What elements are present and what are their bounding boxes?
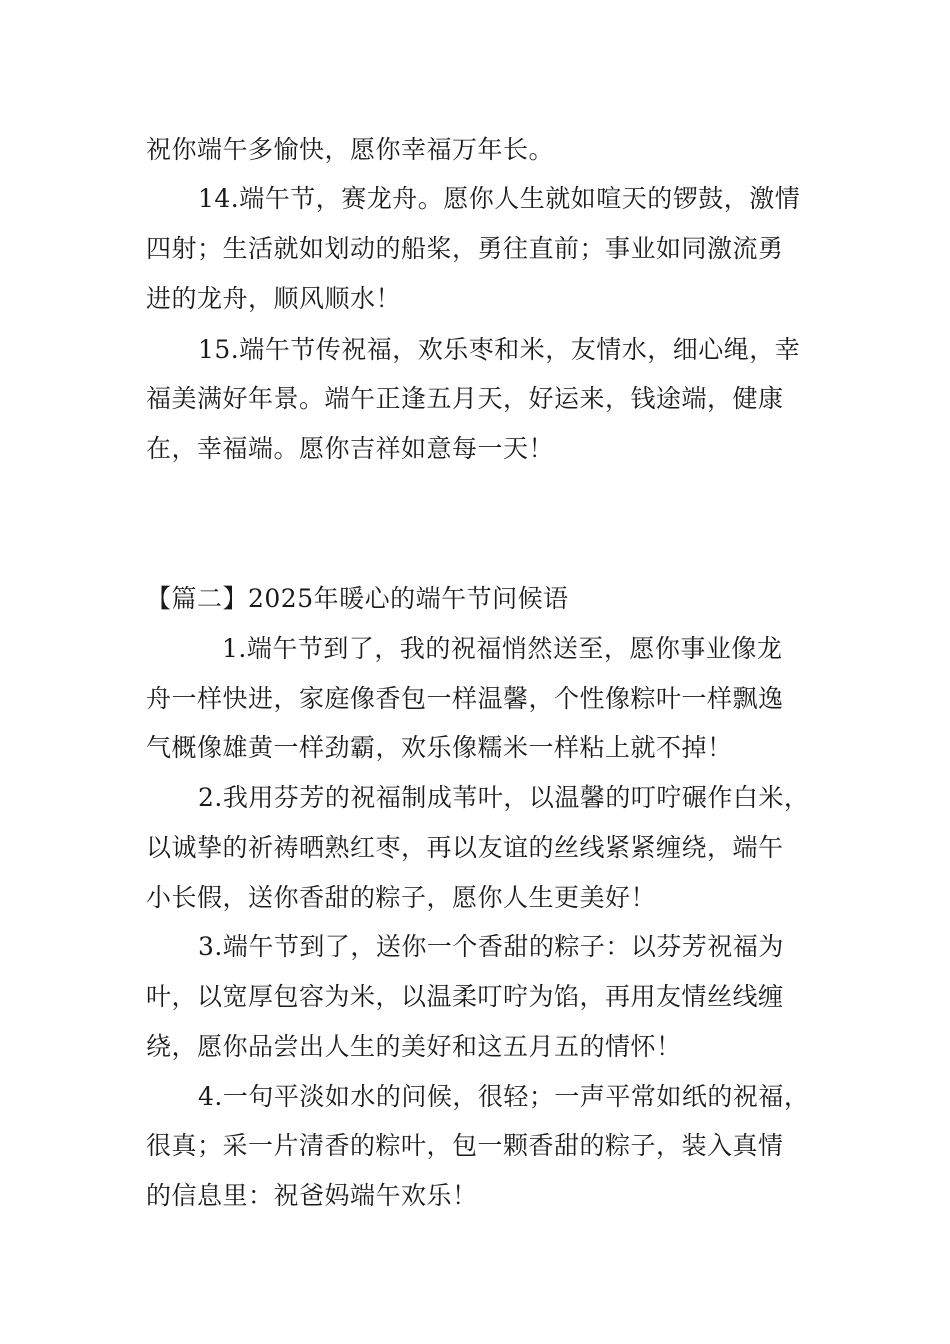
text-line: 气概像雄黄一样劲霸，欢乐像糯米一样粘上就不掉！ [146, 733, 733, 762]
text-line: 14.端午节，赛龙舟。愿你人生就如喧天的锣鼓，激情 [198, 184, 801, 213]
text-line: 的信息里：祝爸妈端午欢乐！ [146, 1181, 478, 1210]
section-heading: 【篇二】2025年暖心的端午节问候语 [146, 584, 569, 613]
text-line: 四射；生活就如划动的船桨，勇往直前；事业如同激流勇 [146, 234, 784, 263]
text-line: 4.一句平淡如水的问候，很轻；一声平常如纸的祝福， [198, 1082, 810, 1111]
text-line: 1.端午节到了，我的祝福悄然送至，愿你事业像龙 [222, 634, 783, 663]
text-line: 很真；采一片清香的粽叶，包一颗香甜的粽子，装入真情 [146, 1131, 784, 1160]
text-line: 绕，愿你品尝出人生的美好和这五月五的情怀！ [146, 1032, 682, 1061]
text-line: 2.我用芬芳的祝福制成苇叶，以温馨的叮咛碾作白米， [198, 783, 810, 812]
text-line: 祝你端午多愉快，愿你幸福万年长。 [146, 135, 555, 164]
text-line: 小长假，送你香甜的粽子，愿你人生更美好！ [146, 883, 657, 912]
text-line: 福美满好年景。端午正逢五月天，好运来，钱途端，健康 [146, 384, 784, 413]
text-line: 3.端午节到了，送你一个香甜的粽子：以芬芳祝福为 [198, 932, 784, 961]
text-line: 进的龙舟，顺风顺水！ [146, 284, 402, 313]
text-line: 舟一样快进，家庭像香包一样温馨，个性像粽叶一样飘逸 [146, 684, 784, 713]
text-line: 以诚挚的祈祷晒熟红枣，再以友谊的丝线紧紧缠绕，端午 [146, 833, 784, 862]
text-line: 在，幸福端。愿你吉祥如意每一天！ [146, 434, 555, 463]
text-line: 15.端午节传祝福，欢乐枣和米，友情水，细心绳，幸 [198, 335, 801, 364]
text-line: 叶，以宽厚包容为米，以温柔叮咛为馅，再用友情丝线缠 [146, 982, 784, 1011]
